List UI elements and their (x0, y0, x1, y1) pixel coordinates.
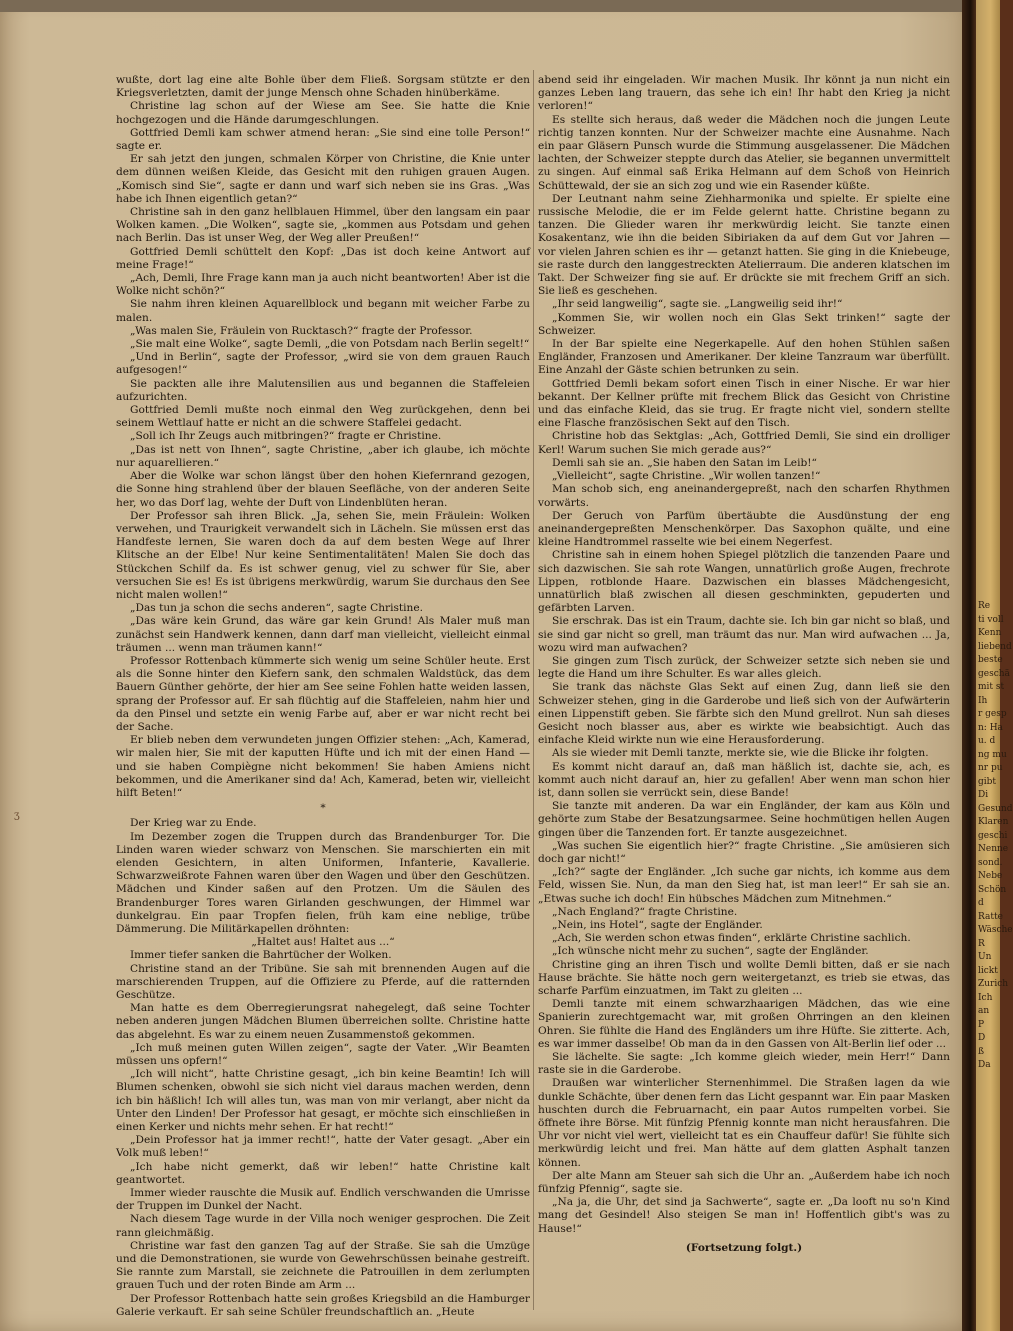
paragraph: Christine sah in einem hohen Spiegel plötzlich die tanzenden Paare und sich dazwischen. Sie sah rote Wangen, unnatürlich große Augen, frechrote Lippen, rotblonde Haare. Dazwischen ein blasses Mädchengesicht, unnatürlich blaß zwischen all diesen geschminkten, gepuderten und gefärbten Larven. (538, 549, 950, 615)
paragraph: Aber die Wolke war schon längst über den hohen Kiefernrand gezogen, die Sonne hing strahlend über der blauen Seefläche, von der anderen Seite her, wo das Dorf lag, wehte der Duft von Lindenblüten heran. (116, 470, 530, 509)
paragraph: Als sie wieder mit Demli tanzte, merkte sie, wie die Blicke ihr folgten. (552, 747, 929, 760)
paragraph: Nach diesem Tage wurde in der Villa noch weniger gesprochen. Die Zeit rann gleichmäßig. (116, 1213, 530, 1239)
paragraph: Sie packten alle ihre Malutensilien aus und begannen die Staffeleien aufzurichten. (116, 377, 530, 403)
paragraph: Immer wieder rauschte die Musik auf. Endlich verschwanden die Umrisse der Truppen im Dunkel der Nacht. (116, 1187, 530, 1213)
margin-mark: ʒ (14, 810, 20, 821)
paragraph: „Das wäre kein Grund, das wäre gar kein Grund! Als Maler muß man zunächst sein Handwerk kennen, dann darf man vielleicht, vielleicht einmal träumen ... wenn man träumen kann!“ (116, 615, 530, 654)
next-page-fragment: d (978, 898, 984, 908)
paragraph: Er sah jetzt den jungen, schmalen Körper von Christine, die Knie unter dem dünnen weißen Kleide, das Gesicht mit den ruhigen grauen Augen. „Komisch sind Sie“, sagte er dann und warf sich neben sie ins Gras. „Was habe ich Ihnen eigentlich getan?“ (116, 153, 530, 205)
paragraph: Sie erschrak. Das ist ein Traum, dachte sie. Ich bin gar nicht so blaß, und sie sind gar nicht so grell, man träumt das nur. Man wird aufwachen ... Ja, wozu wird man aufwachen? (538, 615, 950, 654)
next-page-fragment: Nebe (978, 871, 1003, 881)
next-page-fragment: Di (978, 790, 989, 800)
paragraph: „Was suchen Sie eigentlich hier?“ fragte Christine. „Sie amüsieren sich doch gar nicht!“ (538, 839, 950, 865)
paragraph: abend seid ihr eingeladen. Wir machen Musik. Ihr könnt ja nun nicht ein ganzes Leben lang trauern, das sehe ich ein! Ihr habt den Krieg ja nicht verloren!“ (538, 74, 950, 113)
paragraph: Christine stand an der Tribüne. Sie sah mit brennenden Augen auf die marschierenden Truppen, auf die Offiziere zu Pferde, auf die ratternden Geschütze. (116, 962, 530, 1002)
paragraph: Christine lag schon auf der Wiese am See. Sie hatte die Knie hochgezogen und die Hände darumgeschlungen. (116, 100, 530, 126)
paragraph: „Soll ich Ihr Zeugs auch mitbringen?“ fragte er Christine. (130, 430, 442, 443)
left-column (116, 74, 530, 1318)
next-page-fragment: geschä (978, 668, 1010, 679)
paragraph: „Haltet aus! Haltet aus ...“ (251, 936, 395, 949)
paragraph: „Das tun ja schon die sechs anderen“, sagte Christine. (130, 602, 424, 615)
next-page-fragment: Kenn (978, 628, 1002, 638)
paragraph: „Na ja, die Uhr, det sind ja Sachwerte“, sagte er. „Da looft nu so'n Kind mang det Gesindel! Also steigen Se man in! Hoffentlich gibt's was zu Hause!“ (538, 1196, 950, 1235)
next-page-fragment: liebend (978, 641, 1012, 652)
paragraph: Sie tanzte mit anderen. Da war ein Engländer, der kam aus Köln und gehörte zum Stabe der Besatzungsarmee. Seine hochmütigen hellen Augen gingen über die Tanzenden fort. Er tanzte ausgezeichnet. (538, 800, 950, 839)
next-page-fragment: P (978, 1019, 985, 1030)
paragraph: Christine hob das Sektglas: „Ach, Gottfried Demli, Sie sind ein drolliger Kerl! Warum suchen Sie mich gerade aus?“ (538, 430, 950, 456)
paragraph: „Was malen Sie, Fräulein von Rucktasch?“ fragte der Professor. (130, 324, 473, 337)
paragraph: Gottfried Demli bekam sofort einen Tisch in einer Nische. Er war hier bekannt. Der Kellner prüfte mit frechem Blick das Gesicht von Christine und das einfache Kleid, das sie trug. Er fragte nicht viel, sondern stellte eine Flasche französischen Sekt auf den Tisch. (538, 377, 950, 430)
paragraph: „Ach, Demli, Ihre Frage kann man ja auch nicht beantworten! Aber ist die Wolke nicht schön?“ (116, 272, 530, 298)
paragraph: Christine ging an ihren Tisch und wollte Demli bitten, daß er sie nach Hause brächte. Sie hätte noch gern weitergetanzt, es trieb sie etwas, das scharfe Parfüm einzuatmen, im Takt zu gleiten ... (538, 958, 950, 998)
paragraph: Demli sah sie an. „Sie haben den Satan im Leib!“ (552, 456, 817, 469)
next-page-fragment: Ih (978, 695, 988, 706)
next-page-fragment: Nenne (978, 844, 1009, 854)
paragraph: „Ich wünsche nicht mehr zu suchen“, sagte der Engländer. (552, 945, 869, 958)
next-page-fragment: ng mu (978, 749, 1007, 760)
paragraph: Der alte Mann am Steuer sah sich die Uhr an. „Außerdem habe ich noch fünfzig Pfennig“, sagte sie. (538, 1169, 950, 1196)
paragraph: Christine war fast den ganzen Tag auf der Straße. Sie sah die Umzüge und die Demonstrationen, sie wurde von Gewehrschüssen beinahe gestreift. Sie rannte zum Marstall, sie zeichnete die Patrouillen in dem zerlumpten grauen Tuch und der roten Binde am Arm ... (116, 1239, 530, 1292)
next-page-fragment: an (978, 1006, 990, 1016)
paragraph: „Sie malt eine Wolke“, sagte Demli, „die von Potsdam nach Berlin segelt!“ (130, 338, 530, 351)
paragraph: „Ich?“ sagte der Engländer. „Ich suche gar nichts, ich komme aus dem Feld, wissen Sie. Nun, da man den Sieg hat, ist man leer!“ Er sah sie an. „Etwas suche ich doch! Ein hübsches Mädchen zum Mitnehmen.“ (538, 866, 950, 905)
next-page-text (978, 600, 1013, 1073)
next-page-fragment: Re (978, 601, 991, 611)
paragraph: „Ihr seid langweilig“, sagte sie. „Langweilig seid ihr!“ (552, 298, 843, 311)
next-page-fragment: r gesp (978, 709, 1007, 719)
paragraph: „Ich muß meinen guten Willen zeigen“, sagte der Vater. „Wir Beamten müssen uns opfern!“ (116, 1041, 530, 1068)
next-page-fragment: geschi (978, 830, 1008, 841)
paragraph: Der Leutnant nahm seine Ziehharmonika und spielte. Er spielte eine russische Melodie, die er im Felde gelernt hatte. Christine begann zu tanzen. Die Glieder waren ihr merkwürdig leicht. Sie tanzte einen Kosakentanz, wie ihn die beiden Sibiriaken da auf dem Gut vor Jahren — vor vielen Jahren schien es ihr — getanzt hatten. Sie ging in die Kniebeuge, sie raste durch den langgestreckten Atelierraum. Die anderen klatschen im Takt. Der Schweizer fing sie auf. Er drückte sie mit frechem Griff an sich. Sie ließ es geschehen. (538, 192, 950, 298)
next-page-fragment: ß (978, 1046, 985, 1057)
next-page-fragment: Zurich (978, 979, 1009, 989)
next-page-fragment: u. d (978, 736, 996, 746)
next-page-fragment: Gesund (978, 803, 1013, 814)
paragraph: Der Geruch von Parfüm übertäubte die Ausdünstung der eng aneinandergepreßten Menschenkörper. Das Saxophon quälte, und eine kleine Handtrommel rasselte wie bei einem Negerfest. (538, 509, 950, 549)
paragraph: (Fortsetzung folgt.) (685, 1241, 803, 1254)
next-page-fragment: ti voll (978, 614, 1004, 625)
paragraph: Er blieb neben dem verwundeten jungen Offizier stehen: „Ach, Kamerad, wir malen hier, Sie mit der kaputten Hüfte und ich mit der einen Hand — und sie haben Compiègne nicht bekommen! Sie haben Amiens nicht bekommen, und die Amerikaner sind da! Ach, Kamerad, beten wir, vielleicht hilft Beten!“ (116, 734, 530, 799)
paragraph: Christine sah in den ganz hellblauen Himmel, über den langsam ein paar Wolken kamen. „Die Wolken“, sagte sie, „kommen aus Potsdam und gehen nach Berlin. Das ist unser Weg, der Weg aller Preußen!“ (116, 206, 530, 245)
column-divider (533, 70, 534, 1310)
paragraph: * (320, 802, 326, 815)
paragraph: Der Professor sah ihren Blick. „Ja, sehen Sie, mein Fräulein: Wolken verwehen, und Traurigkeit verwandelt sich in Lächeln. Sie müssen erst das Handfeste lernen, Sie waren doch da auf dem besten Wege auf Ihrer Klitsche an der Elbe! Nur keine Sentimentalitäten! Malen Sie doch das Stückchen Schilf da. Es ist schwer genug, viel zu schwer für Sie, aber versuchen Sie es! Es ist übrigens merkwürdig, warum Sie durchaus den See nicht malen wollen!“ (116, 509, 530, 601)
paragraph: Es kommt nicht darauf an, daß man häßlich ist, dachte sie, ach, es kommt auch nicht darauf an, hier zu gefallen! Aber wenn man schon hier ist, dann sollen sie verrückt sein, diese Bande! (538, 760, 950, 799)
paragraph: Der Krieg war zu Ende. (130, 817, 257, 830)
next-page-fragment: Ich (978, 992, 993, 1003)
paragraph: „Ich habe nicht gemerkt, daß wir leben!“ hatte Christine kalt geantwortet. (116, 1160, 530, 1186)
next-page-fragment: n: Ha (978, 722, 1003, 733)
paragraph: Gottfried Demli kam schwer atmend heran: „Sie sind eine tolle Person!“ sagte er. (116, 126, 530, 153)
paragraph: Der Professor Rottenbach hatte sein großes Kriegsbild an die Hamburger Galerie verkauft. Er sah seine Schüler freundschaftlich an. „Heute (116, 1292, 530, 1318)
paragraph: „Dein Professor hat ja immer recht!“, hatte der Vater gesagt. „Aber ein Volk muß leben!“ (116, 1134, 530, 1160)
paragraph: „Nein, ins Hotel“, sagte der Engländer. (552, 919, 763, 931)
paragraph: Im Dezember zogen die Truppen durch das Brandenburger Tor. Die Linden waren wieder schwarz von Menschen. Sie marschierten ein mit elenden Gesichtern, in alten Uniformen, Infanterie, Kavallerie. Schwarzweißrote Fahnen waren über den Wagen und über den Geschützen. Mädchen und Kinder saßen auf den Protzen. Um die Säulen des Brandenburger Tores waren Girlanden geschwungen, der Himmel war dunkelgrau. Ein paar Tropfen fielen, früh kam eine neblige, trübe Dämmerung. Die Militärkapellen dröhnten: (116, 830, 530, 935)
paragraph: Man hatte es dem Oberregierungsrat nahegelegt, daß seine Tochter neben anderen jungen Mädchen Blumen überreichen sollte. Christine hatte das abgelehnt. Es war zu einem neuen Zusammenstoß gekommen. (116, 1002, 530, 1041)
paragraph: „Nach England?“ fragte Christine. (552, 905, 738, 918)
paragraph: Demli tanzte mit einem schwarzhaarigen Mädchen, das wie eine Spanierin zurechtgemacht war, mit großen Ohrringen an den kleinen Ohren. Sie fühlte die Hand des Engländers um ihre Hüfte. Sie zitterte. Ach, es war immer dasselbe! Ob man da in den Gassen von Alt-Berlin lief oder ... (538, 998, 950, 1050)
paragraph: Sie gingen zum Tisch zurück, der Schweizer setzte sich neben sie und legte die Hand um ihre Schulter. Es war alles gleich. (538, 654, 950, 681)
paragraph: Gottfried Demli mußte noch einmal den Weg zurückgehen, denn bei seinem Wettlauf hatte er nicht an die schwere Staffelei gedacht. (116, 404, 530, 430)
next-page-fragment: Wäsche (978, 925, 1013, 935)
next-page-fragment: nr pu (978, 763, 1003, 773)
paragraph: „Ich will nicht“, hatte Christine gesagt, „ich bin keine Beamtin! Ich will Blumen schenken, obwohl sie sich nicht viel daraus machen werden, denn ich bin häßlich! Ich will alles tun, was man von mir verlangt, aber nicht da Unter den Linden! Der Professor hat gesagt, er möchte sich einschließen in einen Kerker und nichts mehr sehen. Er hat recht!“ (116, 1068, 530, 1134)
paragraph: Man schob sich, eng aneinandergepreßt, nach den scharfen Rhythmen vorwärts. (538, 483, 950, 509)
next-page-fragment: sond. (978, 857, 1003, 868)
next-page-fragment: gibt (978, 776, 997, 787)
paragraph: Sie nahm ihren kleinen Aquarellblock und begann mit weicher Farbe zu malen. (116, 298, 530, 324)
right-column (538, 74, 950, 1291)
next-page-fragment: Schön (978, 884, 1007, 895)
next-page-fragment: D (978, 1033, 986, 1043)
next-page-fragment: Da (978, 1060, 991, 1070)
paragraph: In der Bar spielte eine Negerkapelle. Auf den hohen Stühlen saßen Engländer, Franzosen und Amerikaner. Der kleine Tanzraum war überfüllt. Eine Anzahl der Gäste schien betrunken zu sein. (538, 338, 950, 377)
paragraph: Gottfried Demli schüttelt den Kopf: „Das ist doch keine Antwort auf meine Frage!“ (116, 245, 530, 271)
book-spine (962, 0, 976, 1331)
next-page-fragment: Klaren (978, 817, 1009, 827)
paragraph: Sie lächelte. Sie sagte: „Ich komme gleich wieder, mein Herr!“ Dann raste sie in die Garderobe. (538, 1051, 950, 1077)
top-edge (0, 0, 968, 12)
next-page-fragment: beste (978, 655, 1003, 665)
paragraph: Draußen war winterlicher Sternenhimmel. Die Straßen lagen da wie dunkle Schächte, über denen fern das Licht gespannt war. Ein paar Masken huschten durch die Februarnacht, ein paar Autos rumpelten vorbei. Sie öffnete ihre Börse. Mit fünfzig Pfennig konnte man nicht herausfahren. Die Uhr vor nicht viel wert, vielleicht tat es ein Chauffeur dafür! Sie fühlte sich merkwürdig leicht und frei. Man hätte auf dem glatten Asphalt tanzen können. (538, 1077, 950, 1169)
paragraph: „Vielleicht“, sagte Christine. „Wir wollen tanzen!“ (552, 470, 821, 483)
paragraph: Es stellte sich heraus, daß weder die Mädchen noch die jungen Leute richtig tanzen konnten. Nur der Schweizer machte eine Ausnahme. Nach ein paar Gläsern Punsch wurde die Stimmung ausgelassener. Die Mädchen lachten, der Schweizer steppte durch das Atelier, sie begannen unvermittelt zu singen. Auf einmal saß Erika Helmann auf dem Schoß von Heinrich Schüttewald, der sie an sich zog und wie ein Rasender küßte. (538, 113, 950, 192)
next-page-fragment: mit st (978, 682, 1005, 692)
next-page-fragment: Un (978, 952, 992, 962)
paragraph: „Das ist nett von Ihnen“, sagte Christine, „aber ich glaube, ich möchte nur aquarellieren.“ (116, 443, 530, 469)
paragraph: „Und in Berlin“, sagte der Professor, „wird sie von dem grauen Rauch aufgesogen!“ (116, 351, 530, 377)
paragraph: wußte, dort lag eine alte Bohle über dem Fließ. Sorgsam stützte er den Kriegsverletzten, damit der junge Mensch ohne Schaden hinüberkäme. (116, 74, 530, 100)
paragraph: „Kommen Sie, wir wollen noch ein Glas Sekt trinken!“ sagte der Schweizer. (538, 311, 950, 337)
next-page-fragment: lickt (978, 965, 998, 976)
next-page-fragment: Ratte (978, 911, 1003, 922)
next-page-fragment: R (978, 938, 985, 949)
paragraph: Sie trank das nächste Glas Sekt auf einen Zug, dann ließ sie den Schweizer stehen, ging in die Garderobe und ließ sich von der Aufwärterin einen Lippenstift geben. Sie färbte sich den Mund grellrot. Nun sah dieses Gesicht noch blasser aus, aber es wirkte wie beabsichtigt. Auch das einfache Kleid wirkte nun wie eine Herausforderung. (538, 681, 950, 747)
paragraph: Immer tiefer sanken die Bahrtücher der Wolken. (130, 949, 392, 962)
next-page-edge (976, 0, 1013, 1331)
paragraph: Professor Rottenbach kümmerte sich wenig um seine Schüler heute. Erst als die Sonne hinter den Kiefern sank, den schmalen Waldstück, das dem Bauern Günther gehörte, der hier am See seine Fohlen hatte weiden lassen, sprang der Professor auf. Er sah flüchtig auf die Staffeleien, nahm hier und da den Pinsel und setzte ein wenig Farbe auf, aber er war nicht recht bei der Sache. (116, 654, 530, 733)
paragraph: „Ach, Sie werden schon etwas finden“, erklärte Christine sachlich. (552, 932, 911, 945)
